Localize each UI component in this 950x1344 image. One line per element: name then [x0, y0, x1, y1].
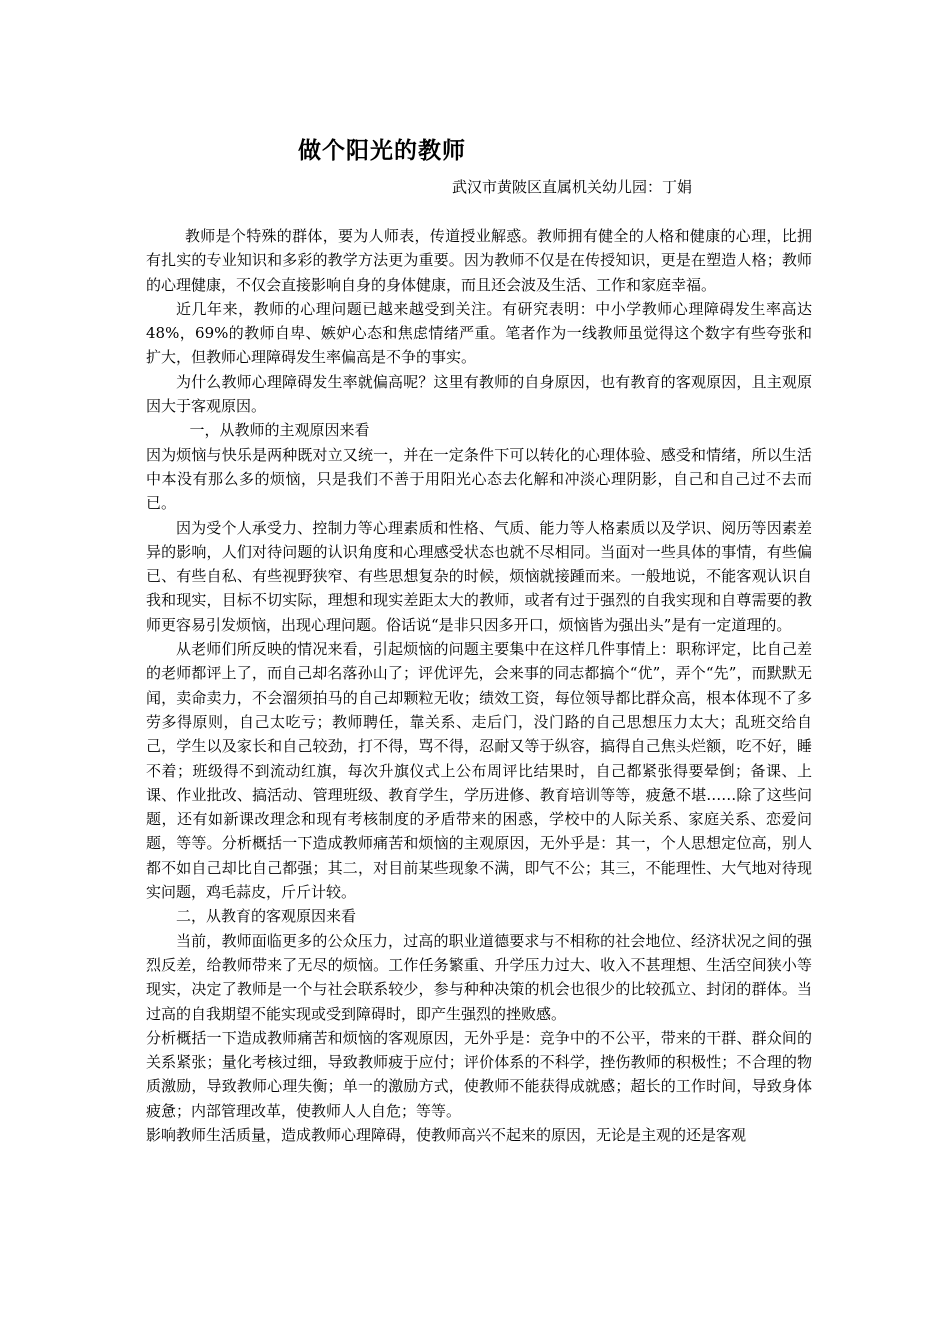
paragraph-question: 为什么教师心理障碍发生率就偏高呢？这里有教师的自身原因，也有教育的客观原因，且主观原因大于客观原因。	[146, 372, 812, 416]
paragraph-public-pressure: 当前，教师面临更多的公众压力，过高的职业道德要求与不相称的社会地位、经济状况之间的强烈反差，给教师带来了无尽的烦恼。工作任务繁重、升学压力过大、收入不甚理想、生活空间狭小等现实，决定了教师是一个与社会联系较少，参与种种决策的机会也很少的比较孤立、封闭的群体。当过高的自我期望不能实现或受到障碍时，即产生强烈的挫败感。	[146, 931, 812, 1023]
section-heading-objective: 二，从教育的客观原因来看	[176, 907, 357, 926]
paragraph-personality: 因为受个人承受力、控制力等心理素质和性格、气质、能力等人格素质以及学识、阅历等因素差异的影响，人们对待问题的认识角度和心理感受状态也就不尽相同。当面对一些具体的事情，有些偏已、有些自私、有些视野狭窄、有些思想复杂的时候，烦恼就接踵而来。一般地说，不能客观认识自我和现实，目标不切实际，理想和现实差距太大的教师，或者有过于强烈的自我实现和自尊需要的教师更容易引发烦恼，出现心理问题。俗话说“是非只因多开口，烦恼皆为强出头”是有一定道理的。	[146, 518, 812, 634]
author-line: 武汉市黄陂区直属机关幼儿园：丁娟	[452, 178, 693, 196]
document-body	[146, 224, 812, 1147]
paragraph-conclusion-start: 影响教师生活质量，造成教师心理障碍，使教师高兴不起来的原因，无论是主观的还是客观	[146, 1125, 747, 1144]
section-heading-subjective: 一，从教师的主观原因来看	[189, 421, 370, 440]
paragraph-research: 近几年来，教师的心理问题已越来越受到关注。有研究表明：中小学教师心理障碍发生率高达48%，69%的教师自卑、嫉妒心态和焦虑情绪严重。笔者作为一线教师虽觉得这个数字有些夸张和扩大，但教师心理障碍发生率偏高是不争的事实。	[146, 299, 812, 367]
paragraph-teacher-issues: 从老师们所反映的情况来看，引起烦恼的问题主要集中在这样几件事情上：职称评定，比自己差的老师都评上了，而自己却名落孙山了；评优评先，会来事的同志都搞个“优”，弄个“先”，而默默无闻，卖命卖力，不会溜须拍马的自己却颗粒无收；绩效工资，每位领导都比群众高，根本体现不了多劳多得原则，自己太吃亏；教师聘任，靠关系、走后门，没门路的自己思想压力太大；乱班交给自己，学生以及家长和自己较劲，打不得，骂不得，忍耐又等于纵容，搞得自己焦头烂额，吃不好，睡不着；班级得不到流动红旗，每次升旗仪式上公布周评比结果时，自己都紧张得要晕倒；备课、上课、作业批改、搞活动、管理班级、教育学生，学历进修、教育培训等等，疲惫不堪……除了这些问题，还有如新课改理念和现有考核制度的矛盾带来的困惑，学校中的人际关系、家庭关系、恋爱问题，等等。分析概括一下造成教师痛苦和烦恼的主观原因，无外乎是：其一，个人思想定位高，别人都不如自己却比自己都强；其二，对目前某些现象不满，即气不公；其三，不能理性、大气地对待现实问题，鸡毛蒜皮，斤斤计较。	[146, 640, 812, 902]
paragraph-worry-joy: 因为烦恼与快乐是两种既对立又统一，并在一定条件下可以转化的心理体验、感受和情绪，所以生活中本没有那么多的烦恼，只是我们不善于用阳光心态去化解和冲淡心理阴影，自己和自己过不去而已。	[146, 445, 812, 513]
paragraph-objective-causes: 分析概括一下造成教师痛苦和烦恼的客观原因，无外乎是：竞争中的不公平，带来的干群、群众间的关系紧张；量化考核过细，导致教师疲于应付；评价体系的不科学，挫伤教师的积极性；不合理的物质激励，导致教师心理失衡；单一的激励方式，使教师不能获得成就感；超长的工作时间，导致身体疲惫；内部管理改革，使教师人人自危；等等。	[146, 1028, 812, 1120]
paragraph-intro: 教师是个特殊的群体，要为人师表，传道授业解惑。教师拥有健全的人格和健康的心理，比拥有扎实的专业知识和多彩的教学方法更为重要。因为教师不仅是在传授知识，更是在塑造人格；教师的心理健康，不仅会直接影响自身的身体健康，而且还会波及生活、工作和家庭幸福。	[146, 227, 812, 294]
document-title: 做个阳光的教师	[298, 138, 466, 164]
